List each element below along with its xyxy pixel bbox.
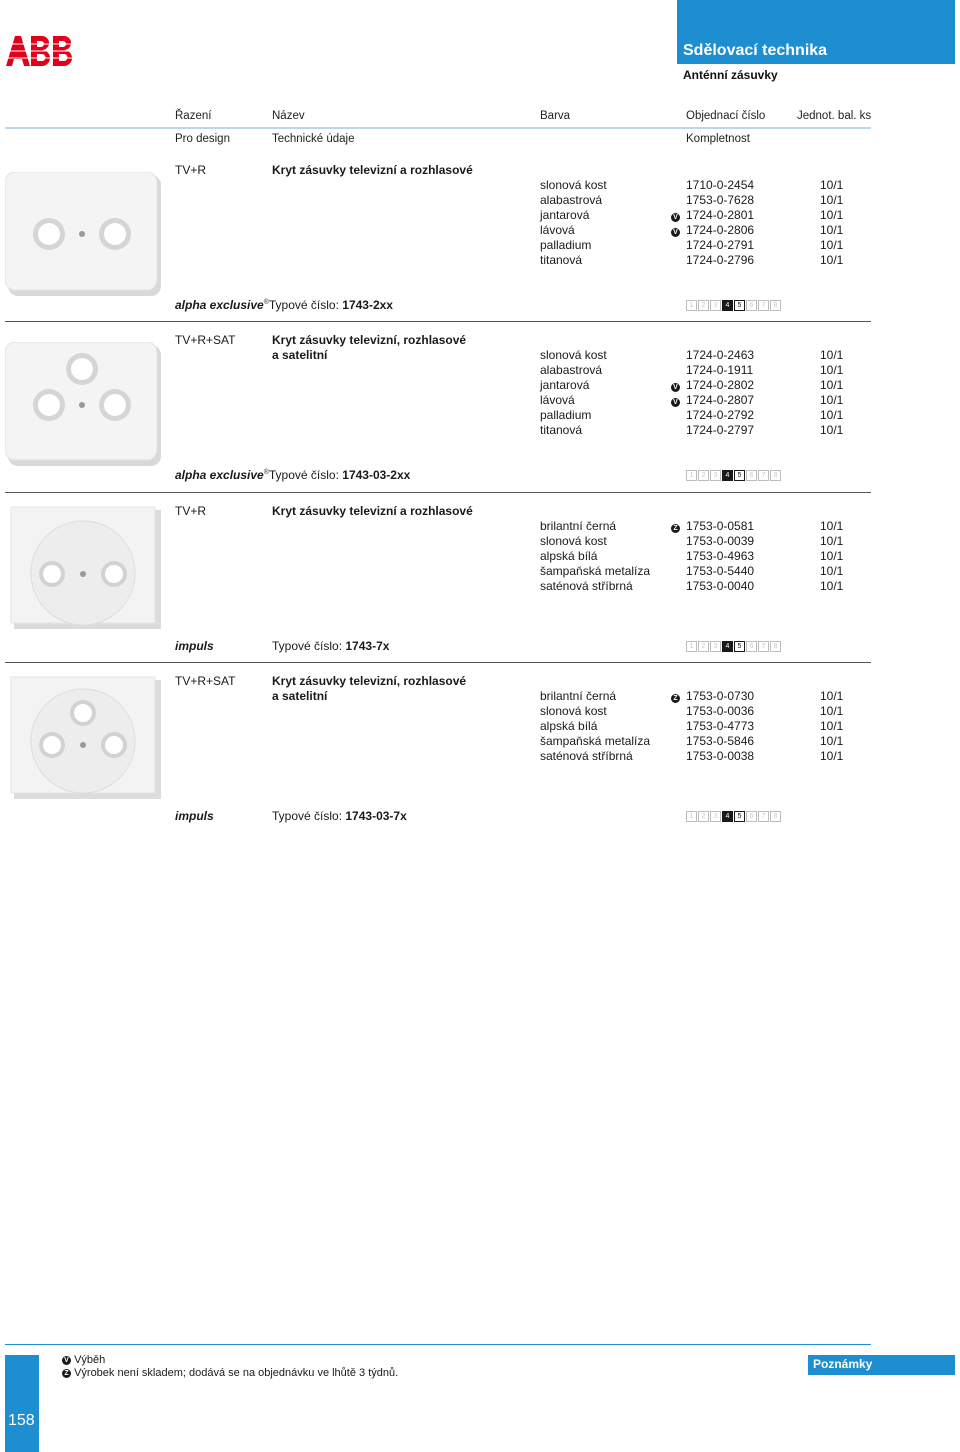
item-color: šampaňská metalíza: [540, 734, 651, 748]
size-scale: 1 2 3 4 5 6 7 8: [686, 300, 782, 310]
discontinued-mark-icon: V: [671, 383, 680, 392]
section-category: TV+R+SAT: [175, 333, 236, 347]
item-pack: 10/1: [820, 734, 844, 748]
type-line: [272, 639, 389, 653]
item-pack: 10/1: [820, 564, 844, 578]
item-order: 1753-0-0038: [686, 749, 755, 763]
series-line: [175, 298, 393, 312]
item-color: brilantní černá: [540, 689, 617, 703]
col-barva: Barva: [540, 110, 571, 122]
item-pack: 10/1: [820, 193, 844, 207]
item-order: 1753-0-4773: [686, 719, 755, 733]
discontinued-mark-icon: V: [671, 398, 680, 407]
item-pack: 10/1: [820, 253, 844, 267]
item-pack: 10/1: [820, 363, 844, 377]
item-pack: 10/1: [820, 393, 844, 407]
item-order: 1724-0-2801: [686, 208, 755, 222]
section-category: TV+R: [175, 163, 207, 177]
series-name: impuls: [175, 809, 214, 823]
item-order: 1724-0-2463: [686, 348, 755, 362]
product-image-tvrsat-alpha: [5, 342, 161, 466]
discontinued-mark-icon: V: [671, 228, 680, 237]
item-order: 1724-0-2802: [686, 378, 755, 392]
product-image-tvr-impuls: [5, 505, 161, 629]
type-label: Typové číslo:: [268, 298, 343, 312]
col-tech: Technické údaje: [272, 133, 355, 145]
section-category: TV+R: [175, 504, 207, 518]
item-order: 1724-0-2796: [686, 253, 755, 267]
item-color: alabastrová: [540, 363, 603, 377]
item-order: 1724-0-1911: [686, 363, 754, 377]
item-color: alpská bílá: [540, 549, 598, 563]
item-order: 1753-0-5846: [686, 734, 755, 748]
size-scale: 1 2 3 4 5 6 7 8: [686, 470, 782, 480]
item-color: lávová: [540, 393, 575, 407]
page-subtitle: Anténní zásuvky: [683, 68, 778, 82]
item-color: slonová kost: [540, 348, 607, 362]
section-title-line2: a satelitní: [272, 348, 328, 362]
abb-logo: [6, 36, 76, 66]
col-pack: Jednot. bal. ks: [797, 110, 872, 122]
item-pack: 10/1: [820, 519, 844, 533]
section-title: Kryt zásuvky televizní a rozhlasové: [272, 163, 473, 177]
item-pack: 10/1: [820, 704, 844, 718]
col-order: Objednací číslo: [686, 110, 766, 122]
header-divider: [5, 127, 871, 129]
type-label: Typové číslo:: [272, 639, 346, 653]
footer-divider: [5, 1344, 871, 1345]
item-color: jantarová: [540, 378, 590, 392]
item-order: 1753-0-7628: [686, 193, 755, 207]
item-order: 1724-0-2806: [686, 223, 755, 237]
item-pack: 10/1: [820, 689, 844, 703]
item-order: 1753-0-0730: [686, 689, 755, 703]
size-scale: 1 2 3 4 5 6 7 8: [686, 811, 782, 821]
page-number: 158: [8, 1412, 35, 1429]
item-pack: 10/1: [820, 223, 844, 237]
section-divider: [5, 321, 871, 322]
item-order: 1753-0-4963: [686, 549, 755, 563]
item-color: titanová: [540, 423, 583, 437]
section-title-line2: a satelitní: [272, 689, 328, 703]
section-title: Kryt zásuvky televizní a rozhlasové: [272, 504, 473, 518]
item-pack: 10/1: [820, 378, 844, 392]
section-divider: [5, 492, 871, 493]
discontinued-mark-icon: V: [62, 1356, 71, 1365]
item-order: 1753-0-0040: [686, 579, 755, 593]
item-color: slonová kost: [540, 178, 607, 192]
item-color: brilantní černá: [540, 519, 617, 533]
series-line: [175, 468, 410, 482]
item-pack: 10/1: [820, 408, 844, 422]
order-only-mark-icon: Z: [62, 1369, 71, 1378]
section-category: TV+R+SAT: [175, 674, 236, 688]
discontinued-mark-icon: V: [671, 213, 680, 222]
footer-side-bar: [5, 1355, 39, 1452]
type-number: 1743-03-7x: [345, 809, 407, 823]
item-pack: 10/1: [820, 534, 844, 548]
product-image-tvr-alpha: [5, 172, 161, 296]
item-order: 1724-0-2792: [686, 408, 755, 422]
product-image-tvrsat-impuls: [5, 675, 161, 799]
item-color: alpská bílá: [540, 719, 598, 733]
item-order: 1724-0-2791: [686, 238, 755, 252]
col-kompletnost: Kompletnost: [686, 133, 750, 145]
item-color: saténová stříbrná: [540, 749, 633, 763]
item-pack: 10/1: [820, 178, 844, 192]
section-title: Kryt zásuvky televizní, rozhlasové: [272, 333, 467, 347]
type-number: 1743-7x: [345, 639, 390, 653]
item-color: šampaňská metalíza: [540, 564, 651, 578]
series-name: impuls: [175, 639, 214, 653]
item-color: slonová kost: [540, 534, 607, 548]
item-order: 1724-0-2807: [686, 393, 755, 407]
item-pack: 10/1: [820, 208, 844, 222]
col-nazev: Název: [272, 110, 305, 122]
item-color: titanová: [540, 253, 583, 267]
item-order: 1724-0-2797: [686, 423, 755, 437]
type-number: 1743-2xx: [342, 298, 393, 312]
size-scale: 1 2 3 4 5 6 7 8: [686, 641, 782, 651]
type-label: Typové číslo:: [272, 809, 346, 823]
notes-label: Poznámky: [813, 1357, 873, 1371]
item-color: palladium: [540, 238, 592, 252]
item-pack: 10/1: [820, 719, 844, 733]
section-divider: [5, 662, 871, 663]
legend-item: V Výběh: [62, 1354, 105, 1366]
item-color: jantarová: [540, 208, 590, 222]
page-title: Sdělovací technika: [683, 42, 828, 59]
registered-mark: ®: [263, 469, 269, 476]
section-title: Kryt zásuvky televizní, rozhlasové: [272, 674, 467, 688]
item-order: 1753-0-0036: [686, 704, 755, 718]
item-order: 1753-0-0039: [686, 534, 755, 548]
registered-mark: ®: [263, 299, 269, 306]
item-order: 1710-0-2454: [686, 178, 755, 192]
order-only-mark-icon: Z: [671, 694, 680, 703]
item-pack: 10/1: [820, 579, 844, 593]
item-pack: 10/1: [820, 749, 844, 763]
col-design: Pro design: [175, 133, 230, 145]
item-color: slonová kost: [540, 704, 607, 718]
item-color: alabastrová: [540, 193, 603, 207]
item-order: 1753-0-5440: [686, 564, 755, 578]
item-order: 1753-0-0581: [686, 519, 755, 533]
item-pack: 10/1: [820, 348, 844, 362]
item-color: saténová stříbrná: [540, 579, 633, 593]
legend-item: Z Výrobek není skladem; dodává se na objednávku ve lhůtě 3 týdnů.: [62, 1367, 398, 1379]
item-pack: 10/1: [820, 423, 844, 437]
type-number: 1743-03-2xx: [342, 468, 411, 482]
item-pack: 10/1: [820, 238, 844, 252]
type-label: Typové číslo:: [268, 468, 343, 482]
item-pack: 10/1: [820, 549, 844, 563]
col-razeni: Řazení: [175, 110, 212, 122]
item-color: lávová: [540, 223, 575, 237]
item-color: palladium: [540, 408, 592, 422]
series-name: alpha exclusive: [175, 468, 264, 482]
order-only-mark-icon: Z: [671, 524, 680, 533]
type-line: [272, 809, 407, 823]
series-name: alpha exclusive: [175, 298, 264, 312]
